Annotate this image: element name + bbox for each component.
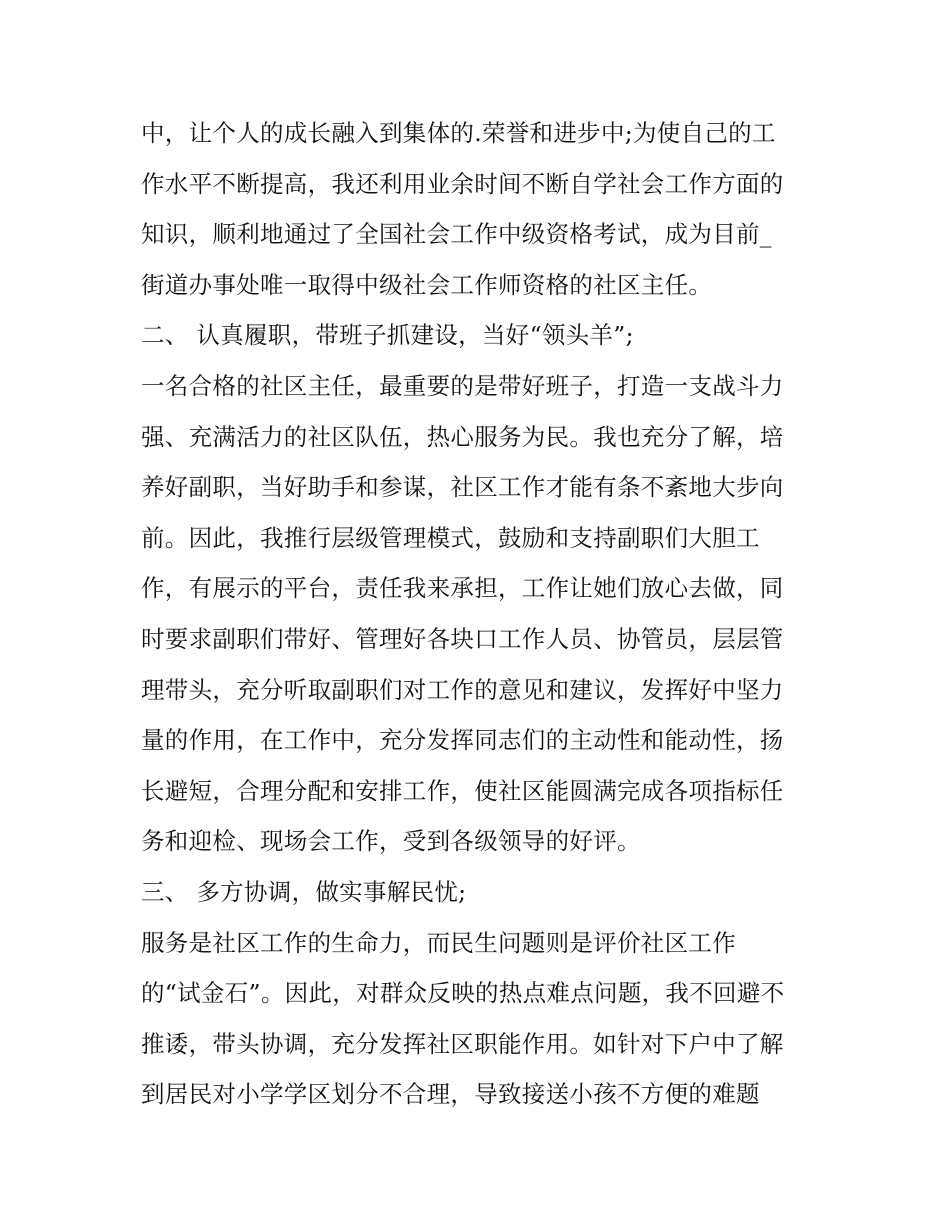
text-line-9: 前。因此，我推行层级管理模式，鼓励和支持副职们大胆工 xyxy=(141,523,760,552)
text-line-3: 知识，顺利地通过了全国社会工作中级资格考试，成为目前_ xyxy=(141,220,772,249)
text-line-2: 作水平不断提高，我还利用业余时间不断自学社会工作方面的 xyxy=(141,169,784,198)
text-line-6: 一名合格的社区主任，最重要的是带好班子，打造一支战斗力 xyxy=(141,371,784,400)
text-line-13: 量的作用，在工作中，充分发挥同志们的主动性和能动性，扬 xyxy=(141,726,784,755)
text-line-10: 作，有展示的平台，责任我来承担，工作让她们放心去做，同 xyxy=(141,574,784,603)
text-line-17: 服务是社区工作的生命力，而民生问题则是评价社区工作 xyxy=(141,928,736,957)
body-text xyxy=(141,108,821,1120)
text-line-11: 时要求副职们带好、管理好各块口工作人员、协管员，层层管 xyxy=(141,624,784,653)
text-line-19: 推诿，带头协调，充分发挥社区职能作用。如针对下户中了解 xyxy=(141,1029,784,1058)
text-line-18: 的“试金石”。因此，对群众反映的热点难点问题，我不回避不 xyxy=(141,979,785,1008)
text-line-14: 长避短，合理分配和安排工作，使社区能圆满完成各项指标任 xyxy=(141,776,784,805)
text-line-1: 中，让个人的成长融入到集体的.荣誉和进步中;为使自己的工 xyxy=(141,119,776,147)
section-heading-3: 三、 多方协调，做实事解民忧; xyxy=(141,877,467,906)
section-heading-2: 二、 认真履职，带班子抓建设，当好“领头羊”; xyxy=(141,321,634,350)
text-line-7: 强、充满活力的社区队伍，热心服务为民。我也充分了解，培 xyxy=(141,422,784,451)
text-line-12: 理带头，充分听取副职们对工作的意见和建议，发挥好中坚力 xyxy=(141,675,784,704)
text-line-8: 养好副职，当好助手和参谋，社区工作才能有条不紊地大步向 xyxy=(141,473,784,502)
text-line-15: 务和迎检、现场会工作，受到各级领导的好评。 xyxy=(141,827,641,856)
text-line-4: 街道办事处唯一取得中级社会工作师资格的社区主任。 xyxy=(141,270,713,299)
text-line-20: 到居民对小学学区划分不合理，导致接送小孩不方便的难题 xyxy=(141,1080,760,1109)
